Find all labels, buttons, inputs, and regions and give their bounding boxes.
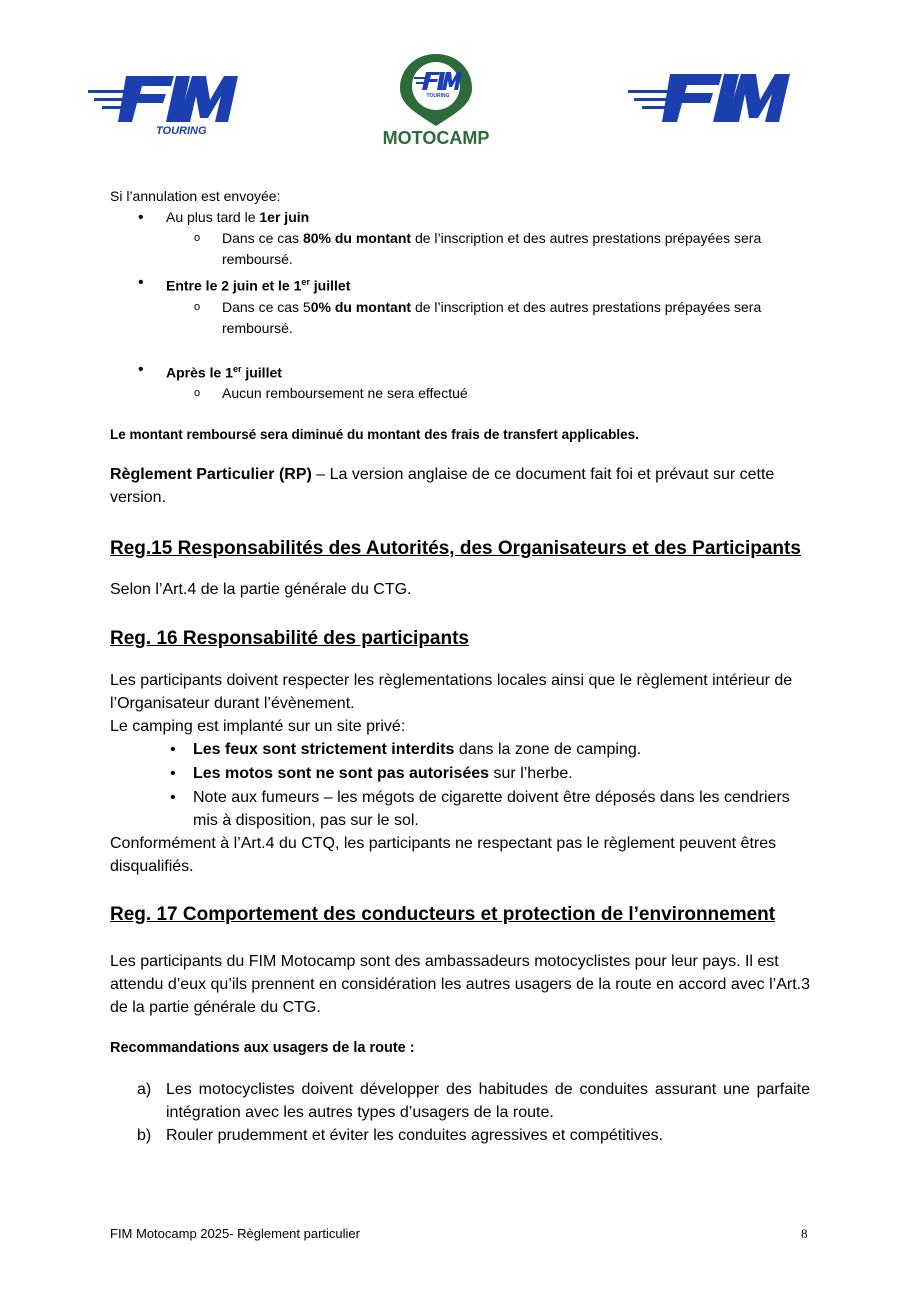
svg-text:TOURING: TOURING bbox=[156, 125, 207, 137]
cancellation-intro: Si l’annulation est envoyée: bbox=[110, 188, 281, 204]
svg-text:MOTOCAMP: MOTOCAMP bbox=[382, 128, 490, 148]
reg16-rules-list bbox=[110, 738, 810, 832]
list-subitem: o Dans ce cas 80% du montant de l’inscription et des autres prestations prépayées sera remboursé. bbox=[166, 228, 810, 270]
list-item: • Les motos sont ne sont pas autorisées sur l’herbe. bbox=[110, 762, 810, 785]
fim-motocamp-logo bbox=[378, 52, 494, 148]
reg15-heading: Reg.15 Responsabilités des Autorités, des Organisateurs et des Participants bbox=[110, 538, 801, 560]
list-item: • Note aux fumeurs – les mégots de cigarette doivent être déposés dans les cendriers mis à disposition, pas sur le sol. bbox=[110, 786, 810, 832]
fim-logo bbox=[628, 70, 790, 126]
refund-note: Le montant remboursé sera diminué du montant des frais de transfert applicables. bbox=[110, 427, 639, 443]
list-subitem: o Aucun remboursement ne sera effectué bbox=[166, 383, 810, 404]
list-item: • Les feux sont strictement interdits dans la zone de camping. bbox=[110, 738, 810, 761]
list-subitem: o Dans ce cas 50% du montant de l’inscription et des autres prestations prépayées sera remboursé. bbox=[166, 297, 810, 339]
cancellation-list bbox=[110, 207, 810, 404]
list-item: • Après le 1er juillet o Aucun remboursement ne sera effectué bbox=[110, 359, 810, 405]
reg16-paragraph-3: Conformément à l’Art.4 du CTQ, les participants ne respectant pas le règlement peuvent êtres disqualifiés. bbox=[110, 835, 777, 876]
page-number: 8 bbox=[801, 1226, 808, 1241]
list-item: a) Les motocyclistes doivent développer des habitudes de conduites assurant une parfaite intégration avec les autres types d’usagers de la route. bbox=[137, 1081, 810, 1122]
reg17-paragraph-1: Les participants du FIM Motocamp sont des ambassadeurs motocyclistes pour leur pays. Il est attendu d’eux qu’ils prennent en considération les autres usagers de la route en accord avec l’Art.3 de la partie générale du CTG. bbox=[110, 953, 810, 1017]
recommendations-list bbox=[110, 1078, 810, 1147]
reg16-heading: Reg. 16 Responsabilité des participants bbox=[110, 628, 469, 650]
reg16-paragraph-1: Les participants doivent respecter les règlementations locales ainsi que le règlement intérieur de l’Organisateur durant l’évènement. bbox=[110, 672, 793, 713]
list-item: • Entre le 2 juin et le 1er juillet o Dans ce cas 50% du montant de l’inscription et des autres prestations prépayées sera remboursé. bbox=[110, 272, 810, 339]
reg15-text: Selon l’Art.4 de la partie générale du CTG. bbox=[110, 581, 412, 599]
reg16-paragraph-2: Le camping est implanté sur un site privé: bbox=[110, 718, 406, 736]
recommendations-heading: Recommandations aux usagers de la route : bbox=[110, 1040, 415, 1057]
fim-touring-logo bbox=[88, 72, 238, 138]
rp-paragraph: Règlement Particulier (RP) – La version anglaise de ce document fait foi et prévaut sur cette version. bbox=[110, 466, 775, 507]
list-item: • Au plus tard le 1er juin o Dans ce cas 80% du montant de l’inscription et des autres prestations prépayées sera remboursé. bbox=[110, 207, 810, 270]
document-body bbox=[110, 186, 810, 1147]
svg-text:TOURING: TOURING bbox=[426, 93, 450, 99]
reg17-heading: Reg. 17 Comportement des conducteurs et protection de l’environnement bbox=[110, 904, 776, 926]
list-item: b) Rouler prudemment et éviter les conduites agressives et compétitives. bbox=[137, 1127, 664, 1145]
footer-title: FIM Motocamp 2025- Règlement particulier bbox=[110, 1226, 360, 1241]
